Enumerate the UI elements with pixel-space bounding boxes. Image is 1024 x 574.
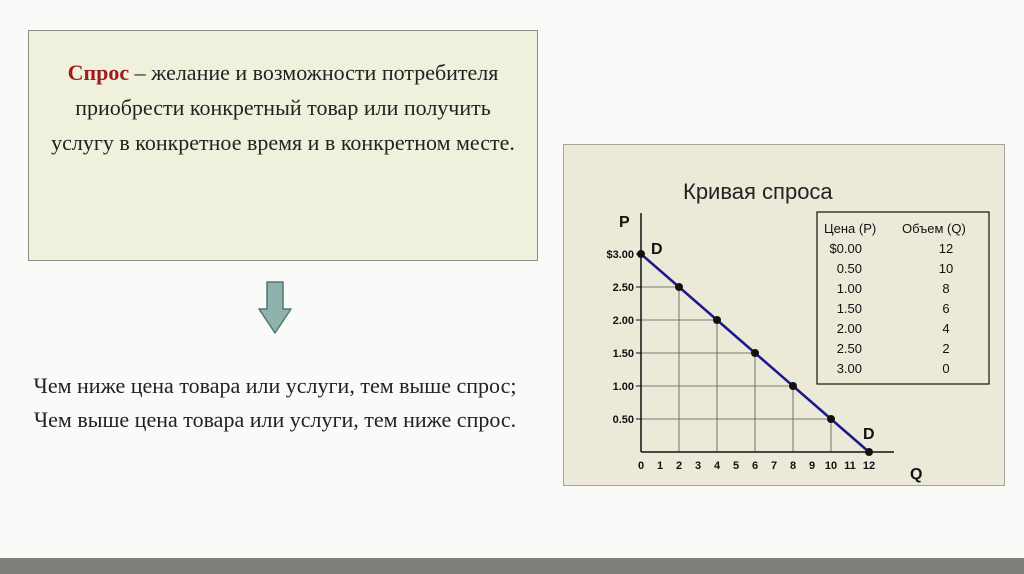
table-price-1: 0.50 (836, 261, 862, 276)
x-tick-label-11: 11 (844, 460, 856, 472)
x-tick-label-2: 2 (675, 460, 683, 472)
x-tick-label-3: 3 (694, 460, 702, 472)
table-price-4: 2.00 (836, 321, 862, 336)
definition-text: – желание и возможности потребителя приобрести конкретный товар или получить услугу в конкретное время и в конкретном месте. (51, 60, 515, 155)
table-price-2: 1.00 (836, 281, 862, 296)
x-tick-label-7: 7 (770, 460, 778, 472)
x-tick-labels (638, 460, 875, 472)
schedule-table-border (817, 212, 989, 384)
demand-point-1 (675, 283, 683, 291)
x-tick-label-8: 8 (789, 460, 797, 472)
y-axis-label: P (619, 214, 630, 231)
curve-label-bottom: D (863, 426, 875, 443)
y-tick-label-5: $3.00 (606, 249, 634, 261)
x-tick-label-1: 1 (656, 460, 664, 472)
y-tick-labels (606, 249, 641, 426)
conclusion-line-2: Чем выше цена товара или услуги, тем ниже спрос. (33, 407, 517, 432)
x-axis-label: Q (910, 466, 923, 483)
chart-grid (641, 287, 831, 452)
demand-point-5 (827, 415, 835, 423)
demand-chart (563, 144, 1005, 486)
table-price-0: $0.00 (829, 241, 862, 256)
y-tick-label-4: 2.50 (612, 282, 634, 294)
definition-box (28, 30, 538, 261)
table-header-price: Цена (P) (824, 221, 877, 236)
table-quantity-5: 2 (942, 341, 950, 356)
table-quantity-3: 6 (942, 301, 950, 316)
demand-point-6 (865, 448, 873, 456)
schedule-table (817, 212, 989, 384)
demand-point-3 (751, 349, 759, 357)
demand-point-2 (713, 316, 721, 324)
y-tick-label-2: 1.50 (612, 348, 634, 360)
demand-point-0 (637, 250, 645, 258)
x-tick-label-6: 6 (751, 460, 759, 472)
definition-term: Спрос (67, 60, 130, 85)
x-tick-label-10: 10 (824, 460, 838, 472)
table-quantity-2: 8 (942, 281, 950, 296)
conclusion-line-1: Чем ниже цена товара или услуги, тем выше спрос; (33, 373, 517, 398)
table-quantity-0: 12 (938, 241, 954, 256)
y-tick-label-1: 1.00 (612, 381, 634, 393)
y-tick-label-3: 2.00 (612, 315, 634, 327)
conclusion-text (18, 369, 532, 437)
curve-label-top: D (651, 241, 663, 258)
y-tick-label-0: 0.50 (612, 414, 634, 426)
table-header-quantity: Объем (Q) (902, 221, 966, 236)
x-tick-label-0: 0 (637, 460, 645, 472)
bottom-bar (0, 558, 1024, 574)
x-tick-label-4: 4 (713, 460, 721, 472)
demand-chart-svg (564, 145, 1004, 485)
table-quantity-1: 10 (938, 261, 954, 276)
table-price-3: 1.50 (836, 301, 862, 316)
x-tick-label-9: 9 (808, 460, 816, 472)
table-quantity-4: 4 (942, 321, 950, 336)
x-tick-label-5: 5 (732, 460, 740, 472)
arrow-down-icon (258, 281, 292, 340)
x-tick-label-12: 12 (862, 460, 876, 472)
chart-title: Кривая спроса (683, 179, 833, 204)
table-price-5: 2.50 (836, 341, 862, 356)
table-quantity-6: 0 (942, 361, 950, 376)
demand-point-4 (789, 382, 797, 390)
table-price-6: 3.00 (836, 361, 862, 376)
